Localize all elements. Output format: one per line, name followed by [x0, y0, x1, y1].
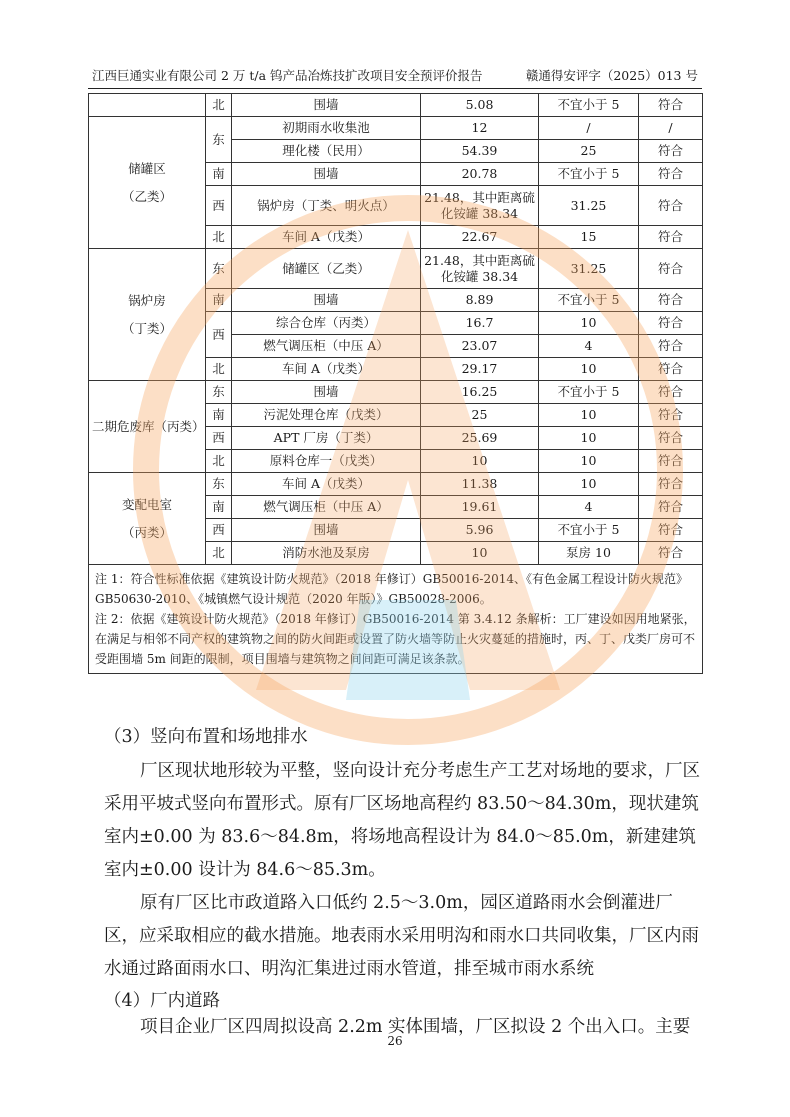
compliance-cell: 符合 — [639, 427, 703, 450]
section-3-paragraph-2: 原有厂区比市政道路入口低约 2.5～3.0m，园区道路雨水会倒灌进厂区，应采取相应的截水措施。地表雨水采用明沟和雨水口共同收集，厂区内雨水通过路面雨水口、明沟汇集进过雨水管道，排至城市雨水系统 — [104, 893, 699, 979]
direction-cell: 南 — [206, 404, 232, 427]
required-distance-cell: 4 — [539, 335, 639, 358]
required-distance-cell: 31.25 — [539, 249, 639, 289]
compliance-cell: 符合 — [639, 381, 703, 404]
adjacent-building-cell: 燃气调压柜（中压 A） — [232, 335, 421, 358]
compliance-cell: 符合 — [639, 289, 703, 312]
required-distance-cell: 泵房 10 — [539, 542, 639, 565]
header-divider — [88, 88, 702, 89]
adjacent-building-cell: 燃气调压柜（中压 A） — [232, 496, 421, 519]
adjacent-building-cell: APT 厂房（丁类） — [232, 427, 421, 450]
required-distance-cell: 31.25 — [539, 186, 639, 226]
required-distance-cell: 4 — [539, 496, 639, 519]
required-distance-cell: 10 — [539, 358, 639, 381]
direction-cell: 南 — [206, 163, 232, 186]
compliance-cell: 符合 — [639, 186, 703, 226]
group-label-cell: 锅炉房 （丁类） — [89, 249, 206, 381]
section-3-heading: （3）竖向布置和场地排水 — [104, 727, 308, 747]
note-1: 注 1：符合性标准依据《建筑设计防火规范》（2018 年修订）GB50016-2014、《有色金属工程设计防火规范》GB50630-2010、《城镇燃气设计规范（2020 年版）》GB50028-2006。 — [95, 572, 688, 606]
table-row — [89, 473, 703, 496]
direction-cell: 西 — [206, 186, 232, 226]
actual-distance-cell: 10 — [421, 542, 539, 565]
note-2: 注 2：依据《建筑设计防火规范》（2018 年修订）GB50016-2014 第 3.4.12 条解析：工厂建设如因用地紧张，在满足与相邻不同产权的建筑物之间的防火间距或设置了防火墙等防止火灾蔓延的措施时，丙、丁、戊类厂房可不受距围墙 5m 间距的限制，项目围墙与建筑物之间间距可满足该条款。 — [95, 612, 696, 666]
required-distance-cell: 10 — [539, 427, 639, 450]
direction-cell: 南 — [206, 289, 232, 312]
compliance-cell: 符合 — [639, 450, 703, 473]
table-row — [89, 94, 703, 117]
actual-distance-cell: 21.48，其中距离硫化铵罐 38.34 — [421, 186, 539, 226]
adjacent-building-cell: 围墙 — [232, 381, 421, 404]
group-label-cell: 变配电室 （丙类） — [89, 473, 206, 565]
actual-distance-cell: 5.08 — [421, 94, 539, 117]
direction-cell: 北 — [206, 358, 232, 381]
compliance-cell: 符合 — [639, 335, 703, 358]
direction-cell: 东 — [206, 381, 232, 404]
actual-distance-cell: 19.61 — [421, 496, 539, 519]
page-number: 26 — [387, 1034, 403, 1048]
required-distance-cell: 不宜小于 5 — [539, 94, 639, 117]
required-distance-cell: 10 — [539, 450, 639, 473]
adjacent-building-cell: 原料仓库一（戊类） — [232, 450, 421, 473]
adjacent-building-cell: 围墙 — [232, 163, 421, 186]
table-row — [89, 381, 703, 404]
direction-cell: 北 — [206, 226, 232, 249]
adjacent-building-cell: 锅炉房（丁类、明火点） — [232, 186, 421, 226]
direction-cell: 东 — [206, 249, 232, 289]
adjacent-building-cell: 围墙 — [232, 94, 421, 117]
direction-cell: 北 — [206, 94, 232, 117]
compliance-cell: 符合 — [639, 249, 703, 289]
actual-distance-cell: 25.69 — [421, 427, 539, 450]
required-distance-cell: 不宜小于 5 — [539, 519, 639, 542]
table-row — [89, 117, 703, 140]
compliance-cell: 符合 — [639, 519, 703, 542]
direction-cell: 北 — [206, 542, 232, 565]
actual-distance-cell: 54.39 — [421, 140, 539, 163]
direction-cell: 南 — [206, 496, 232, 519]
adjacent-building-cell: 围墙 — [232, 289, 421, 312]
compliance-cell: / — [639, 117, 703, 140]
group-label-cell: 储罐区 （乙类） — [89, 117, 206, 249]
group-label-cell: 二期危废库（丙类） — [89, 381, 206, 473]
compliance-cell: 符合 — [639, 226, 703, 249]
compliance-cell: 符合 — [639, 163, 703, 186]
direction-cell: 北 — [206, 450, 232, 473]
compliance-cell: 符合 — [639, 473, 703, 496]
adjacent-building-cell: 消防水池及泵房 — [232, 542, 421, 565]
actual-distance-cell: 25 — [421, 404, 539, 427]
compliance-cell: 符合 — [639, 358, 703, 381]
adjacent-building-cell: 污泥处理仓库（戊类） — [232, 404, 421, 427]
actual-distance-cell: 29.17 — [421, 358, 539, 381]
required-distance-cell: / — [539, 117, 639, 140]
actual-distance-cell: 22.67 — [421, 226, 539, 249]
actual-distance-cell: 8.89 — [421, 289, 539, 312]
table-notes-cell — [89, 565, 703, 674]
compliance-cell: 符合 — [639, 496, 703, 519]
compliance-cell: 符合 — [639, 140, 703, 163]
actual-distance-cell: 16.7 — [421, 312, 539, 335]
actual-distance-cell: 20.78 — [421, 163, 539, 186]
page-header — [92, 66, 698, 84]
required-distance-cell: 10 — [539, 312, 639, 335]
adjacent-building-cell: 车间 A（戊类） — [232, 358, 421, 381]
required-distance-cell: 不宜小于 5 — [539, 163, 639, 186]
required-distance-cell: 10 — [539, 404, 639, 427]
adjacent-building-cell: 车间 A（戊类） — [232, 473, 421, 496]
adjacent-building-cell: 理化楼（民用） — [232, 140, 421, 163]
table-notes-row — [89, 565, 703, 674]
adjacent-building-cell: 车间 A（戊类） — [232, 226, 421, 249]
direction-cell: 西 — [206, 519, 232, 542]
actual-distance-cell: 12 — [421, 117, 539, 140]
compliance-cell: 符合 — [639, 312, 703, 335]
required-distance-cell: 25 — [539, 140, 639, 163]
header-report-number: 赣通得安评字（2025）013 号 — [525, 68, 698, 83]
group-label-cell — [89, 94, 206, 117]
direction-cell: 西 — [206, 312, 232, 358]
actual-distance-cell: 21.48，其中距离硫化铵罐 38.34 — [421, 249, 539, 289]
adjacent-building-cell: 围墙 — [232, 519, 421, 542]
adjacent-building-cell: 综合仓库（丙类） — [232, 312, 421, 335]
section-4-heading: （4）厂内道路 — [104, 991, 221, 1011]
actual-distance-cell: 10 — [421, 450, 539, 473]
fire-spacing-table — [88, 93, 703, 674]
direction-cell: 东 — [206, 117, 232, 163]
actual-distance-cell: 16.25 — [421, 381, 539, 404]
adjacent-building-cell: 储罐区（乙类） — [232, 249, 421, 289]
direction-cell: 西 — [206, 427, 232, 450]
actual-distance-cell: 11.38 — [421, 473, 539, 496]
header-report-title: 江西巨通实业有限公司 2 万 t/a 钨产品冶炼技扩改项目安全预评价报告 — [92, 68, 483, 83]
section-4-paragraph-1: 项目企业厂区四周拟设高 2.2m 实体围墙，厂区拟设 2 个出入口。主要 — [140, 1017, 691, 1037]
compliance-cell: 符合 — [639, 404, 703, 427]
required-distance-cell: 15 — [539, 226, 639, 249]
actual-distance-cell: 23.07 — [421, 335, 539, 358]
required-distance-cell: 不宜小于 5 — [539, 381, 639, 404]
compliance-cell: 符合 — [639, 542, 703, 565]
required-distance-cell: 10 — [539, 473, 639, 496]
table-row — [89, 249, 703, 289]
compliance-cell: 符合 — [639, 94, 703, 117]
direction-cell: 东 — [206, 473, 232, 496]
actual-distance-cell: 5.96 — [421, 519, 539, 542]
section-3-paragraph-1: 厂区现状地形较为平整，竖向设计充分考虑生产工艺对场地的要求，厂区采用平坡式竖向布置形式。原有厂区场地高程约 83.50～84.30m，现状建筑室内±0.00 为 83.6～84.8m，将场地高程设计为 84.0～85.0m，新建建筑室内±0.00 设计为 84.6～85.3m。 — [104, 761, 700, 880]
adjacent-building-cell: 初期雨水收集池 — [232, 117, 421, 140]
required-distance-cell: 不宜小于 5 — [539, 289, 639, 312]
